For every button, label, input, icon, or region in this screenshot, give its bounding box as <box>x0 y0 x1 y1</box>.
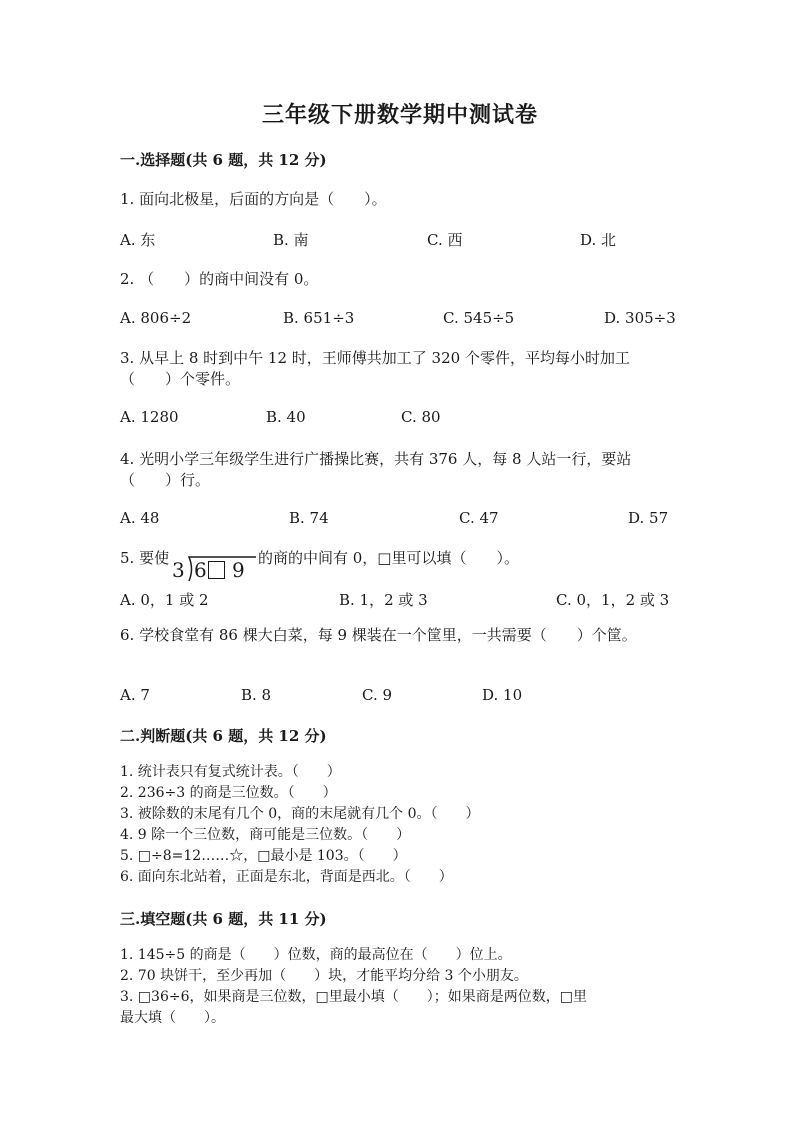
judge-item: 2. 236÷3 的商是三位数。（ ） <box>120 785 337 801</box>
judge-item: 5. □÷8=12……☆，□最小是 103。（ ） <box>120 848 407 864</box>
section-heading-judge: 二.判断题(共 6 题，共 12 分) <box>120 727 327 745</box>
option-d: D. 北 <box>580 231 617 249</box>
question-2: 2. （ ）的商中间没有 0。 <box>120 270 319 288</box>
option-b: B. 1，2 或 3 <box>339 591 428 609</box>
question-5-prefix: 5. 要使 <box>120 549 170 567</box>
option-a: A. 1280 <box>120 408 179 426</box>
section-heading-fill: 三.填空题(共 6 题，共 11 分) <box>120 910 327 928</box>
section-heading-choice: 一.选择题(共 6 题，共 12 分) <box>120 151 327 169</box>
fill-item: 2. 70 块饼干，至少再加（ ）块，才能平均分给 3 个小朋友。 <box>120 968 528 984</box>
option-b: B. 南 <box>273 231 309 249</box>
blank-box <box>208 561 225 579</box>
option-a: A. 7 <box>120 686 150 704</box>
dividend-first-digit: 6 <box>194 558 207 582</box>
question-1: 1. 面向北极星，后面的方向是（ ）。 <box>120 190 387 208</box>
fill-item: 最大填（ ）。 <box>120 1010 225 1026</box>
option-b: B. 74 <box>289 509 329 527</box>
option-c: C. 80 <box>401 408 441 426</box>
judge-item: 4. 9 除一个三位数，商可能是三位数。（ ） <box>120 827 411 843</box>
option-c: C. 西 <box>427 231 463 249</box>
option-a: A. 东 <box>120 231 156 249</box>
option-d: D. 305÷3 <box>604 309 676 327</box>
fill-item: 3. □36÷6，如果商是三位数，□里最小填（ ）；如果商是两位数，□里 <box>120 989 587 1005</box>
judge-item: 3. 被除数的末尾有几个 0，商的末尾就有几个 0。（ ） <box>120 806 480 822</box>
question-6: 6. 学校食堂有 86 棵大白菜，每 9 棵装在一个筐里，一共需要（ ）个筐。 <box>120 626 637 644</box>
option-b: B. 40 <box>266 408 306 426</box>
option-c: C. 9 <box>362 686 393 704</box>
option-b: B. 8 <box>241 686 272 704</box>
option-a: A. 0，1 或 2 <box>120 591 209 609</box>
question-4-line-2: （ ）行。 <box>120 471 211 489</box>
long-division-figure <box>170 553 256 583</box>
option-c: C. 0，1，2 或 3 <box>556 591 670 609</box>
question-4-line-1: 4. 光明小学三年级学生进行广播操比赛，共有 376 人，每 8 人站一行，要站 <box>120 450 632 468</box>
option-c: C. 47 <box>459 509 499 527</box>
judge-item: 6. 面向东北站着，正面是东北，背面是西北。（ ） <box>120 869 453 885</box>
option-d: D. 57 <box>628 509 669 527</box>
fill-item: 1. 145÷5 的商是（ ）位数，商的最高位在（ ）位上。 <box>120 947 512 963</box>
option-a: A. 806÷2 <box>120 309 192 327</box>
option-d: D. 10 <box>482 686 523 704</box>
divisor: 3 <box>172 558 185 582</box>
option-c: C. 545÷5 <box>443 309 515 327</box>
question-3-line-2: （ ）个零件。 <box>120 370 241 388</box>
option-a: A. 48 <box>120 509 160 527</box>
option-b: B. 651÷3 <box>283 309 355 327</box>
judge-item: 1. 统计表只有复式统计表。（ ） <box>120 764 341 780</box>
question-5-suffix: 的商的中间有 0，□里可以填（ ）。 <box>258 549 519 567</box>
page-title: 三年级下册数学期中测试卷 <box>261 102 538 128</box>
dividend-last-digit: 9 <box>232 558 245 582</box>
question-3-line-1: 3. 从早上 8 时到中午 12 时，王师傅共加工了 320 个零件，平均每小时加工 <box>120 349 630 367</box>
